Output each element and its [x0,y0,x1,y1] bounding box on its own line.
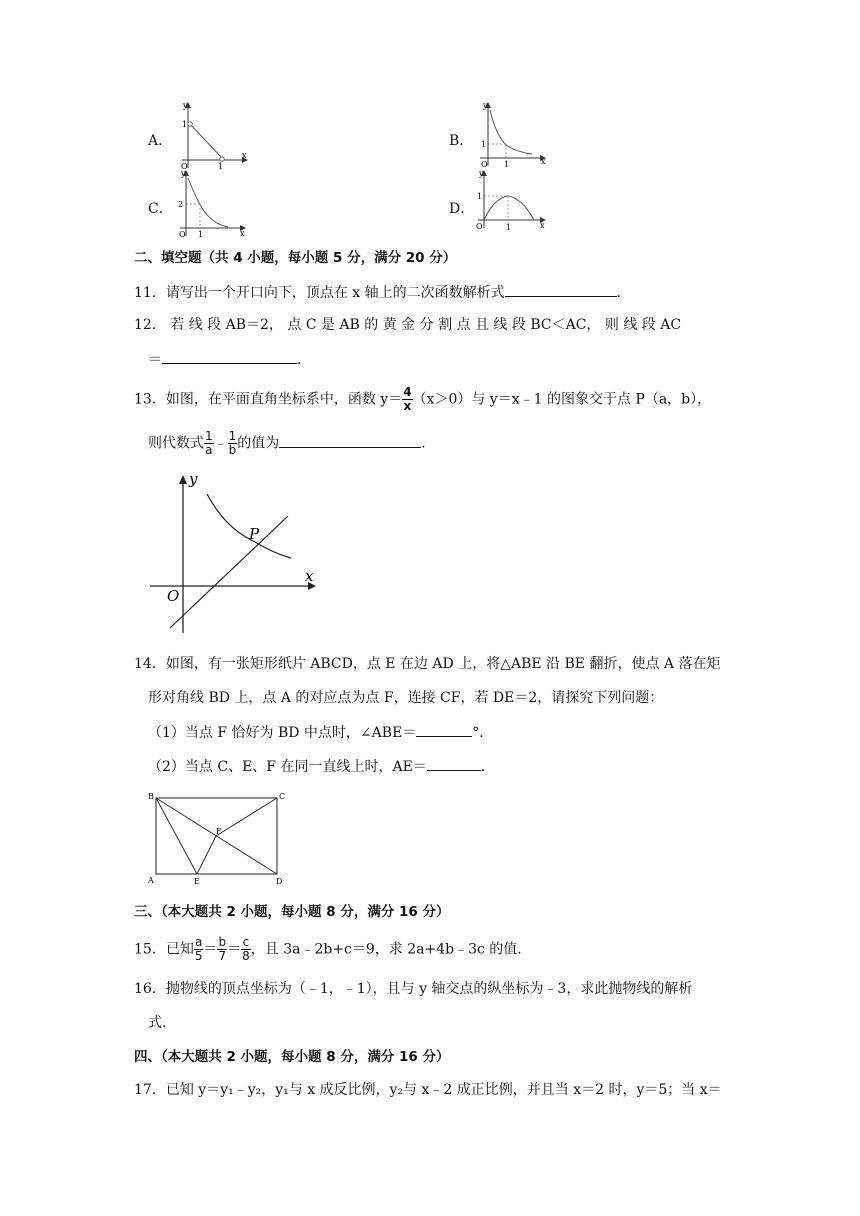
question-15 [134,936,531,963]
graph-c-1x: 1 [198,230,204,238]
option-a-label: A． [148,133,173,149]
q12-prefix: ＝ [148,352,162,368]
option-a-graph [170,100,250,170]
q11-end: ． [616,285,631,301]
option-c-graph [170,168,250,238]
question-13-line1 [134,386,711,413]
q14-fig-d: D [276,877,283,886]
option-d-label: D． [449,201,475,217]
q13-answer-blank[interactable] [279,433,421,448]
q14-fig-b: B [148,792,154,801]
q13-l2b: 的值为 [237,435,280,452]
graph-a-1y: 1 [182,120,188,129]
graph-d-1y: 1 [477,192,483,201]
question-12-line2 [148,349,311,370]
question-17-line1: 17．已知 y＝y₁﹣y₂，y₁与 x 成反比例，y₂与 x﹣2 成正比例，并且当 x＝2 时，y＝5；当 x＝ [134,1082,722,1098]
graph-c-y: y [181,169,186,178]
question-14-sub1 [148,722,493,743]
q13-p1: 13．如图，在平面直角坐标系中，函数 y＝ [134,391,403,408]
q13-fig-p: P [249,525,260,543]
option-d-graph [472,168,552,238]
q13-fig-x: x [305,567,314,585]
q14-sub2-end: ． [480,759,495,775]
option-c-label: C． [148,201,173,217]
question-11 [134,282,631,303]
q15-fraction-a-over-5: $\frac{a}{5}$ [194,935,203,963]
q13-minus: ﹣ [213,435,228,452]
question-16-line2: 式． [148,1015,176,1031]
question-13-line2 [148,430,435,457]
q13-fraction-4-over-x: $\frac{4}{x}$ [403,385,412,413]
q15-post: ，且 3a﹣2b+c＝9，求 2a+4b﹣3c 的值． [250,941,532,958]
q13-figure [145,468,325,638]
q13-p2: （x＞0）与 y＝x﹣1 的图象交于点 P（a，b）， [412,391,712,408]
graph-d-o: O [476,222,483,231]
q15-eq2: ＝ [227,941,242,958]
q13-fig-o: O [167,587,180,605]
question-14-sub2 [148,756,495,777]
graph-b-x: x [541,157,546,166]
graph-b-1x: 1 [504,160,510,169]
q14-fig-e: E [194,877,200,886]
q15-eq1: ＝ [203,941,218,958]
q12-end: ． [297,352,311,368]
q13-end: ． [421,435,436,452]
graph-d-1x: 1 [506,223,512,232]
graph-b-1y: 1 [481,140,487,149]
graph-a-x: x [242,151,247,160]
section-2-title: 二、填空题（共 4 小题，每小题 5 分，满分 20 分） [134,250,457,266]
graph-c-2: 2 [178,200,184,209]
question-14-line2: 形对角线 BD 上，点 A 的对应点为点 F，连接 CF，若 DE＝2，请探究下列问题： [148,690,664,706]
q15-fraction-c-over-8: $\frac{c}{8}$ [242,935,250,963]
graph-d-x: x [540,221,545,230]
q15-pre: 15．已知 [134,941,194,958]
graph-d-y: y [479,169,484,178]
question-12-line1: 12． 若 线 段 AB＝2， 点 C 是 AB 的 黄 金 分 割 点 且 线 段 BC＜AC， 则 线 段 AC [134,317,682,333]
q14-sub2-text: （2）当点 C、E、F 在同一直线上时，AE＝ [148,759,427,775]
question-14-line1: 14．如图，有一张矩形纸片 ABCD，点 E 在边 AD 上，将△ABE 沿 BE 翻折，使点 A 落在矩 [134,656,721,672]
q13-fraction-1-over-b: $\frac{1}{b}$ [228,429,237,457]
graph-a-1x: 1 [218,162,224,170]
option-b-label: B． [449,133,474,149]
q13-l2a: 则代数式 [148,435,204,452]
graph-b-y: y [483,101,488,110]
section-4-title: 四、（本大题共 2 小题，每小题 8 分，满分 16 分） [134,1049,450,1065]
section-3-title: 三、（本大题共 2 小题，每小题 8 分，满分 16 分） [134,904,450,920]
q14-sub1-blank[interactable] [416,722,472,737]
q14-sub1-end: °． [472,725,494,741]
q13-fraction-1-over-a: $\frac{1}{a}$ [205,429,213,457]
q14-fig-f: F [216,827,222,836]
graph-c-o: O [179,230,186,238]
graph-a-o: O [181,162,188,170]
q14-fig-a: A [148,876,154,885]
q12-answer-blank[interactable] [162,349,297,364]
q11-text: 11．请写出一个开口向下，顶点在 x 轴上的二次函数解析式 [134,285,505,301]
q13-fig-y: y [189,470,198,488]
question-16-line1: 16．抛物线的顶点坐标为（﹣1，﹣1），且与 y 轴交点的纵坐标为﹣3，求此抛物线的解析 [134,981,693,997]
option-b-graph [472,100,552,170]
q14-fig-c: C [279,792,286,801]
q14-figure [145,788,295,888]
q15-fraction-b-over-7: $\frac{b}{7}$ [218,935,227,963]
q11-answer-blank[interactable] [505,282,617,297]
q14-sub2-blank[interactable] [427,756,481,771]
graph-b-o: O [481,160,488,169]
q14-sub1-text: （1）当点 F 恰好为 BD 中点时，∠ABE＝ [148,725,417,741]
graph-c-x: x [240,229,245,238]
graph-a-y: y [183,101,188,110]
